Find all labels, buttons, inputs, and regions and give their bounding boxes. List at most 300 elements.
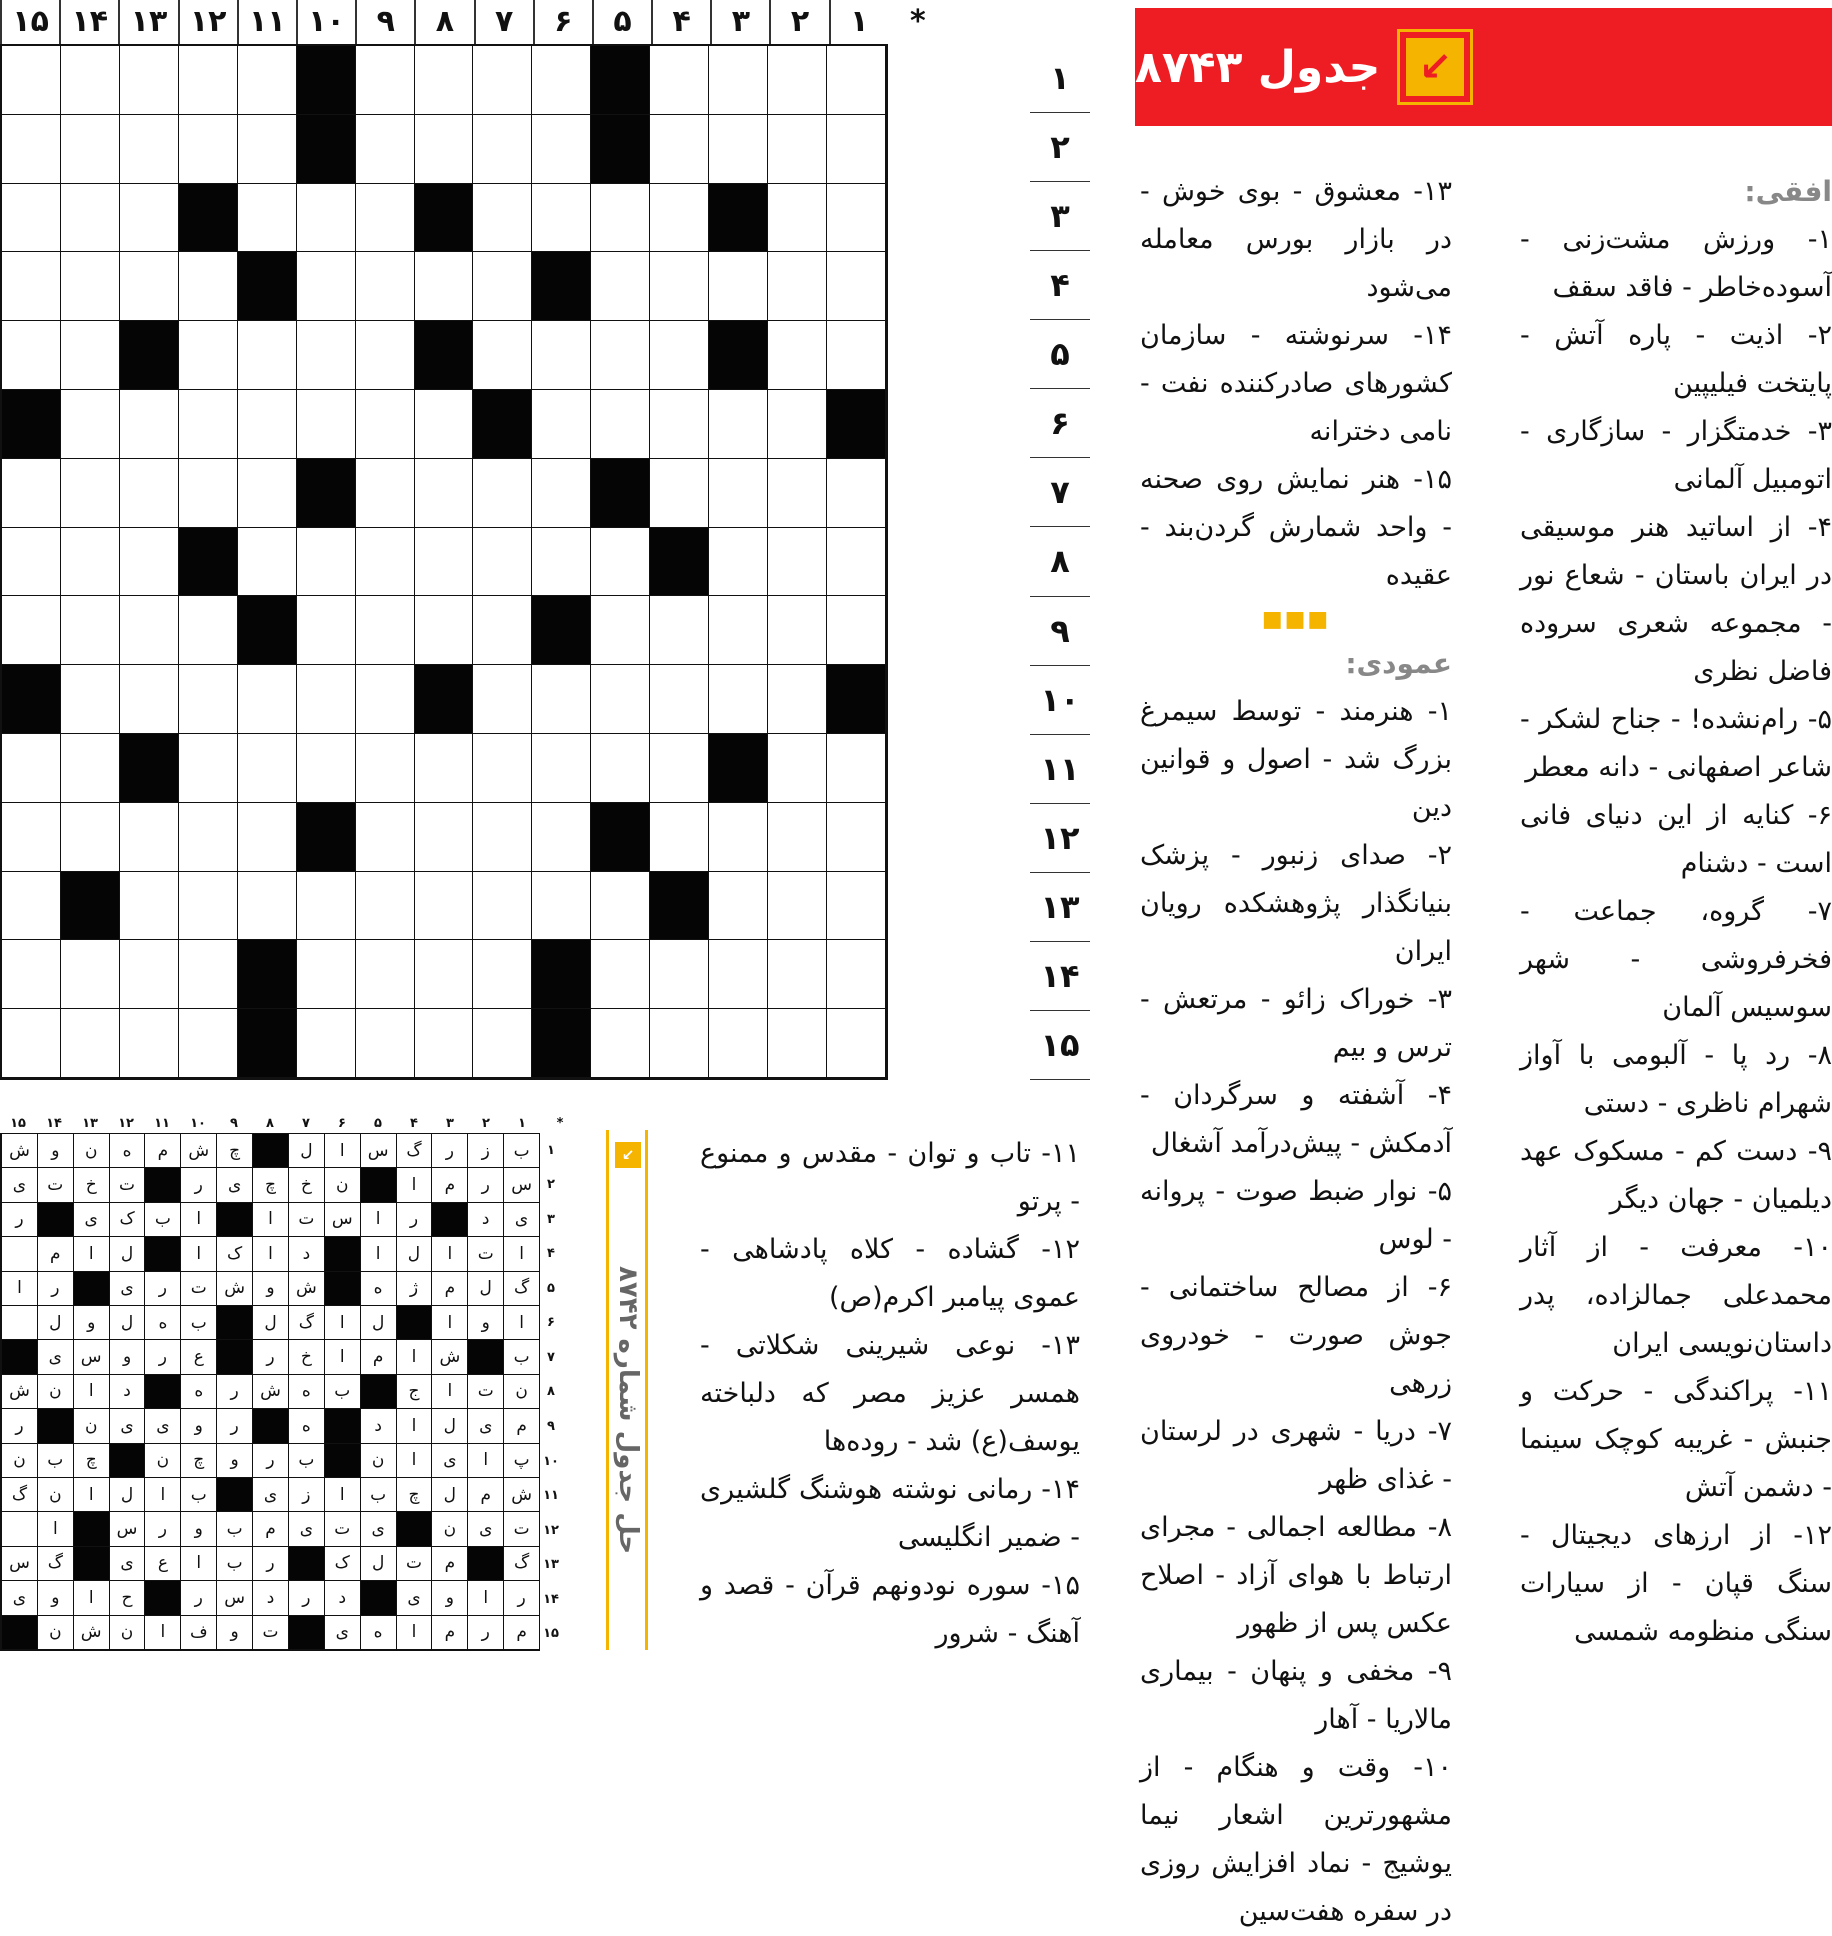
grid-cell[interactable]	[179, 1009, 238, 1078]
solution-cell: ت	[324, 1512, 360, 1546]
solution-cell: ا	[324, 1478, 360, 1512]
grid-cell[interactable]	[415, 459, 474, 528]
black-cell	[415, 321, 474, 390]
grid-cell[interactable]	[827, 252, 886, 321]
grid-cell[interactable]	[179, 940, 238, 1009]
grid-cell[interactable]	[356, 1009, 415, 1078]
grid-cell[interactable]	[473, 321, 532, 390]
grid-cell[interactable]	[473, 252, 532, 321]
grid-cell[interactable]	[532, 321, 591, 390]
grid-cell[interactable]	[709, 390, 768, 459]
solution-cell: ش	[431, 1340, 467, 1374]
grid-cell[interactable]	[650, 596, 709, 665]
grid-cell[interactable]	[2, 46, 61, 115]
grid-cell[interactable]	[591, 321, 650, 390]
solution-cell: د	[467, 1203, 503, 1237]
grid-cell[interactable]	[827, 459, 886, 528]
black-cell	[2, 665, 61, 734]
grid-cell[interactable]	[238, 46, 297, 115]
grid-cell[interactable]	[179, 665, 238, 734]
grid-cell[interactable]	[768, 390, 827, 459]
grid-cell[interactable]	[415, 734, 474, 803]
grid-cell[interactable]	[356, 115, 415, 184]
grid-cell[interactable]	[591, 940, 650, 1009]
solution-black-cell	[37, 1409, 73, 1443]
grid-cell[interactable]	[415, 596, 474, 665]
solution-cell: و	[109, 1340, 145, 1374]
grid-cell[interactable]	[473, 734, 532, 803]
solution-cell: ش	[73, 1616, 109, 1650]
grid-cell[interactable]	[827, 596, 886, 665]
grid-cell[interactable]	[179, 321, 238, 390]
grid-cell[interactable]	[709, 940, 768, 1009]
solution-cell: ر	[37, 1272, 73, 1306]
clue-item: ۷- دریا - شهری در لرستان - غذای ظهر	[1140, 1416, 1452, 1495]
solution-cell: ب	[144, 1203, 180, 1237]
clue-item: ۱۰- معرفت - از آثار محمدعلی جمالزاده، پدر داستان‌نویسی ایران	[1520, 1232, 1832, 1359]
solution-cell: م	[37, 1237, 73, 1271]
grid-cell[interactable]	[356, 252, 415, 321]
black-cell	[473, 390, 532, 459]
grid-cell[interactable]	[238, 459, 297, 528]
grid-cell[interactable]	[297, 321, 356, 390]
grid-cell[interactable]	[709, 872, 768, 941]
clue-item: ۵- رام‌نشده! - جناح لشکر - شاعر اصفهانی - دانه معطر	[1520, 704, 1832, 783]
clues-column-middle	[1140, 168, 1452, 1936]
grid-cell[interactable]	[532, 184, 591, 253]
solution-cell: ا	[144, 1478, 180, 1512]
grid-cell[interactable]	[179, 872, 238, 941]
grid-cell[interactable]	[591, 596, 650, 665]
solution-black-cell	[73, 1547, 109, 1581]
grid-cell[interactable]	[238, 390, 297, 459]
grid-cell[interactable]	[61, 46, 120, 115]
solution-cell: ی	[503, 1203, 539, 1237]
star-label: *	[909, 4, 926, 39]
grid-cell[interactable]	[2, 115, 61, 184]
grid-cell[interactable]	[768, 803, 827, 872]
solution-column-number: ۶	[338, 1116, 346, 1131]
grid-cell[interactable]	[827, 184, 886, 253]
grid-cell[interactable]	[591, 252, 650, 321]
grid-cell[interactable]	[297, 184, 356, 253]
grid-cell[interactable]	[61, 528, 120, 597]
black-cell	[238, 940, 297, 1009]
grid-cell[interactable]	[356, 665, 415, 734]
grid-cell[interactable]	[61, 321, 120, 390]
grid-cell[interactable]	[297, 1009, 356, 1078]
grid-cell[interactable]	[297, 940, 356, 1009]
grid-cell[interactable]	[709, 528, 768, 597]
grid-cell[interactable]	[650, 252, 709, 321]
solution-cell: ن	[144, 1444, 180, 1478]
grid-cell[interactable]	[532, 803, 591, 872]
grid-cell[interactable]	[120, 803, 179, 872]
solution-cell: و	[73, 1306, 109, 1340]
grid-cell[interactable]	[768, 1009, 827, 1078]
grid-cell[interactable]	[473, 115, 532, 184]
grid-cell[interactable]	[238, 872, 297, 941]
grid-cell[interactable]	[709, 115, 768, 184]
grid-cell[interactable]	[709, 665, 768, 734]
grid-cell[interactable]	[179, 459, 238, 528]
grid-cell[interactable]	[120, 940, 179, 1009]
solution-cell: س	[73, 1340, 109, 1374]
grid-cell[interactable]	[768, 184, 827, 253]
grid-cell[interactable]	[120, 459, 179, 528]
row-number: ۱۳	[1030, 873, 1090, 942]
grid-cell[interactable]	[356, 390, 415, 459]
grid-cell[interactable]	[532, 115, 591, 184]
grid-cell[interactable]	[709, 459, 768, 528]
grid-cell[interactable]	[473, 940, 532, 1009]
grid-cell[interactable]	[2, 803, 61, 872]
solution-cell: ب	[180, 1478, 216, 1512]
grid-cell[interactable]	[709, 252, 768, 321]
black-cell	[238, 1009, 297, 1078]
grid-cell[interactable]	[650, 803, 709, 872]
solution-cell: ب	[503, 1340, 539, 1374]
grid-cell[interactable]	[827, 321, 886, 390]
grid-cell[interactable]	[415, 390, 474, 459]
grid-cell[interactable]	[768, 665, 827, 734]
grid-cell[interactable]	[415, 1009, 474, 1078]
column-number: ۱۵	[0, 0, 59, 44]
grid-cell[interactable]	[2, 596, 61, 665]
grid-cell[interactable]	[356, 596, 415, 665]
grid-cell[interactable]	[61, 115, 120, 184]
grid-cell[interactable]	[415, 115, 474, 184]
column-number: ۱۴	[59, 0, 118, 44]
grid-cell[interactable]	[238, 734, 297, 803]
solution-cell: و	[37, 1581, 73, 1615]
solution-cell: ش	[1, 1134, 37, 1168]
grid-cell[interactable]	[297, 596, 356, 665]
grid-cell[interactable]	[532, 528, 591, 597]
solution-cell: م	[360, 1340, 396, 1374]
grid-cell[interactable]	[238, 321, 297, 390]
solution-cell: ت	[467, 1375, 503, 1409]
grid-cell[interactable]	[591, 1009, 650, 1078]
solution-black-cell	[216, 1478, 252, 1512]
solution-cell: ش	[288, 1272, 324, 1306]
grid-cell[interactable]	[297, 872, 356, 941]
grid-cell[interactable]	[297, 665, 356, 734]
grid-cell[interactable]	[179, 252, 238, 321]
solution-cell: ا	[360, 1237, 396, 1271]
grid-cell[interactable]	[61, 803, 120, 872]
grid-cell[interactable]	[473, 184, 532, 253]
grid-cell[interactable]	[2, 252, 61, 321]
clue-item: ۳- خدمتگزار - سازگاری - اتومبیل آلمانی	[1520, 416, 1832, 495]
solution-black-cell	[252, 1134, 288, 1168]
solution-black-cell	[73, 1512, 109, 1546]
grid-cell[interactable]	[768, 734, 827, 803]
solution-cell: ز	[288, 1478, 324, 1512]
grid-cell[interactable]	[356, 803, 415, 872]
grid-cell[interactable]	[238, 665, 297, 734]
solution-black-cell	[360, 1581, 396, 1615]
grid-cell[interactable]	[179, 115, 238, 184]
solution-cell: ا	[431, 1237, 467, 1271]
grid-cell[interactable]	[179, 803, 238, 872]
solution-cell: چ	[180, 1444, 216, 1478]
grid-cell[interactable]	[768, 940, 827, 1009]
grid-cell[interactable]	[356, 459, 415, 528]
grid-cell[interactable]	[297, 528, 356, 597]
grid-cell[interactable]	[415, 803, 474, 872]
grid-cell[interactable]	[473, 596, 532, 665]
grid-cell[interactable]	[297, 734, 356, 803]
grid-cell[interactable]	[532, 665, 591, 734]
row-number: ۳	[1030, 182, 1090, 251]
grid-cell[interactable]	[827, 872, 886, 941]
grid-cell[interactable]	[61, 940, 120, 1009]
solution-row-number: ۱۱	[543, 1488, 559, 1504]
grid-cell[interactable]	[532, 734, 591, 803]
grid-cell[interactable]	[238, 184, 297, 253]
solution-cell: ل	[360, 1547, 396, 1581]
solution-black-cell	[37, 1203, 73, 1237]
grid-cell[interactable]	[2, 459, 61, 528]
grid-cell[interactable]	[2, 1009, 61, 1078]
grid-cell[interactable]	[532, 46, 591, 115]
grid-cell[interactable]	[179, 734, 238, 803]
grid-cell[interactable]	[650, 46, 709, 115]
grid-cell[interactable]	[179, 46, 238, 115]
clue-item: ۱۴- رمانی نوشته هوشنگ گلشیری - ضمیر انگلیسی	[700, 1474, 1080, 1553]
grid-cell[interactable]	[120, 528, 179, 597]
grid-cell[interactable]	[61, 184, 120, 253]
column-number: ۹	[355, 0, 414, 44]
solution-cell: ل	[360, 1306, 396, 1340]
grid-cell[interactable]	[650, 734, 709, 803]
grid-cell[interactable]	[827, 734, 886, 803]
grid-cell[interactable]	[2, 184, 61, 253]
grid-cell[interactable]	[709, 46, 768, 115]
solution-row-number: ۶	[547, 1315, 555, 1331]
grid-cell[interactable]	[356, 872, 415, 941]
grid-cell[interactable]	[61, 596, 120, 665]
grid-cell[interactable]	[415, 46, 474, 115]
grid-cell[interactable]	[827, 940, 886, 1009]
grid-cell[interactable]	[768, 459, 827, 528]
grid-cell[interactable]	[532, 872, 591, 941]
row-number: ۱۵	[1030, 1011, 1090, 1080]
solution-cell: گ	[503, 1272, 539, 1306]
column-number: ۱۱	[237, 0, 296, 44]
grid-cell[interactable]	[650, 390, 709, 459]
grid-cell[interactable]	[2, 940, 61, 1009]
row-number: ۲	[1030, 113, 1090, 182]
grid-cell[interactable]	[768, 872, 827, 941]
puzzle-title-bar	[1135, 8, 1832, 126]
grid-cell[interactable]	[473, 528, 532, 597]
solution-cell: چ	[396, 1478, 432, 1512]
grid-cell[interactable]	[120, 872, 179, 941]
grid-cell[interactable]	[473, 803, 532, 872]
grid-cell[interactable]	[415, 252, 474, 321]
solution-black-cell	[431, 1203, 467, 1237]
grid-cell[interactable]	[591, 184, 650, 253]
solution-cell: ش	[252, 1375, 288, 1409]
solution-cell: ل	[109, 1237, 145, 1271]
grid-cell[interactable]	[120, 46, 179, 115]
solution-cell: پ	[503, 1444, 539, 1478]
row-number: ۱۲	[1030, 804, 1090, 873]
grid-cell[interactable]	[120, 665, 179, 734]
grid-cell[interactable]	[473, 665, 532, 734]
solution-cell: ه	[360, 1616, 396, 1650]
grid-cell[interactable]	[238, 115, 297, 184]
grid-cell[interactable]	[591, 872, 650, 941]
grid-cell[interactable]	[120, 1009, 179, 1078]
grid-cell[interactable]	[61, 734, 120, 803]
clue-item: ۹- دست کم - مسکوک عهد دیلمیان - جهان دیگر	[1520, 1136, 1832, 1215]
grid-cell[interactable]	[297, 252, 356, 321]
solution-cell: ا	[324, 1306, 360, 1340]
grid-cell[interactable]	[650, 115, 709, 184]
grid-cell[interactable]	[61, 390, 120, 459]
row-number: ۷	[1030, 458, 1090, 527]
solution-cell: ن	[1, 1444, 37, 1478]
clue-item: ۴- آشفته و سرگردان - آدمکش - پیش‌درآمد آشغال	[1140, 1080, 1452, 1159]
grid-cell[interactable]	[120, 115, 179, 184]
grid-cell[interactable]	[827, 115, 886, 184]
grid-cell[interactable]	[768, 321, 827, 390]
grid-cell[interactable]	[356, 321, 415, 390]
grid-cell[interactable]	[768, 528, 827, 597]
solution-cell: د	[109, 1375, 145, 1409]
grid-cell[interactable]	[61, 665, 120, 734]
grid-cell[interactable]	[473, 459, 532, 528]
grid-cell[interactable]	[591, 390, 650, 459]
grid-cell[interactable]	[709, 1009, 768, 1078]
grid-cell[interactable]	[709, 803, 768, 872]
solution-cell: ر	[180, 1581, 216, 1615]
grid-cell[interactable]	[179, 596, 238, 665]
solution-cell: م	[431, 1272, 467, 1306]
solution-cell: ت	[467, 1237, 503, 1271]
grid-cell[interactable]	[61, 459, 120, 528]
grid-cell[interactable]	[709, 596, 768, 665]
grid-cell[interactable]	[238, 528, 297, 597]
grid-cell[interactable]	[356, 528, 415, 597]
solution-cell	[1, 1512, 37, 1546]
grid-cell[interactable]	[473, 872, 532, 941]
grid-cell[interactable]	[591, 665, 650, 734]
grid-cell[interactable]	[2, 321, 61, 390]
clue-item: ۱۳- نوعی شیرینی شکلاتی - همسر عزیز مصر که دلباخته یوسف(ع) شد - روده‌ها	[700, 1330, 1080, 1457]
grid-cell[interactable]	[768, 115, 827, 184]
solution-cell: و	[37, 1134, 73, 1168]
solution-cell: ح	[109, 1581, 145, 1615]
grid-cell[interactable]	[650, 940, 709, 1009]
solution-cell: ا	[73, 1478, 109, 1512]
solution-cell: ا	[396, 1444, 432, 1478]
solution-black-cell	[216, 1203, 252, 1237]
grid-cell[interactable]	[356, 734, 415, 803]
solution-black-cell	[288, 1547, 324, 1581]
solution-column-number: ۱۲	[118, 1116, 134, 1131]
grid-cell[interactable]	[120, 184, 179, 253]
grid-cell[interactable]	[415, 528, 474, 597]
grid-cell[interactable]	[650, 1009, 709, 1078]
grid-cell[interactable]	[2, 528, 61, 597]
solution-black-cell	[1, 1340, 37, 1374]
grid-cell[interactable]	[650, 459, 709, 528]
clue-item: ۳- خوراک زائو - مرتعش - ترس و بیم	[1140, 984, 1452, 1063]
grid-cell[interactable]	[179, 390, 238, 459]
column-number: ۱۲	[178, 0, 237, 44]
grid-cell[interactable]	[2, 872, 61, 941]
grid-cell[interactable]	[827, 1009, 886, 1078]
grid-cell[interactable]	[532, 390, 591, 459]
grid-cell[interactable]	[120, 252, 179, 321]
solution-cell	[1, 1306, 37, 1340]
clue-item: ۱۱- تاب و توان - مقدس و ممنوع - پرتو	[700, 1138, 1080, 1217]
row-number: ۵	[1030, 320, 1090, 389]
grid-cell[interactable]	[591, 734, 650, 803]
grid-cell[interactable]	[415, 872, 474, 941]
grid-cell[interactable]	[473, 46, 532, 115]
grid-cell[interactable]	[827, 528, 886, 597]
solution-cell: ش	[216, 1272, 252, 1306]
grid-cell[interactable]	[768, 596, 827, 665]
grid-cell[interactable]	[61, 1009, 120, 1078]
solution-cell: ن	[73, 1409, 109, 1443]
clues-column-right	[1520, 168, 1832, 1656]
crossword-grid[interactable]	[0, 44, 888, 1080]
solution-cell: ی	[1, 1581, 37, 1615]
grid-cell[interactable]	[768, 252, 827, 321]
black-cell	[2, 390, 61, 459]
grid-cell[interactable]	[827, 46, 886, 115]
grid-cell[interactable]	[591, 528, 650, 597]
grid-cell[interactable]	[650, 184, 709, 253]
solution-cell: ن	[360, 1444, 396, 1478]
grid-cell[interactable]	[650, 665, 709, 734]
grid-cell[interactable]	[356, 940, 415, 1009]
grid-cell[interactable]	[650, 321, 709, 390]
clue-item: ۲- صدای زنبور - پزشک بنیانگذار پژوهشکده رویان ایران	[1140, 840, 1452, 967]
grid-cell[interactable]	[473, 1009, 532, 1078]
solution-row-number: ۹	[547, 1419, 555, 1435]
solution-black-cell	[324, 1444, 360, 1478]
grid-cell[interactable]	[61, 252, 120, 321]
solution-cell: ر	[467, 1616, 503, 1650]
solution-cell: ی	[324, 1616, 360, 1650]
grid-cell[interactable]	[120, 596, 179, 665]
grid-cell[interactable]	[120, 390, 179, 459]
grid-cell[interactable]	[768, 46, 827, 115]
grid-cell[interactable]	[827, 803, 886, 872]
solution-cell: و	[180, 1409, 216, 1443]
grid-cell[interactable]	[297, 390, 356, 459]
grid-cell[interactable]	[238, 803, 297, 872]
solution-cell: ت	[180, 1272, 216, 1306]
solution-logo-icon: ↙	[615, 1142, 641, 1168]
grid-cell[interactable]	[356, 184, 415, 253]
solution-cell: س	[1, 1547, 37, 1581]
grid-cell[interactable]	[415, 940, 474, 1009]
solution-cell: ن	[37, 1478, 73, 1512]
solution-cell: چ	[216, 1134, 252, 1168]
grid-cell[interactable]	[356, 46, 415, 115]
solution-column-number: ۸	[266, 1116, 274, 1131]
grid-cell[interactable]	[2, 734, 61, 803]
grid-cell[interactable]	[532, 459, 591, 528]
